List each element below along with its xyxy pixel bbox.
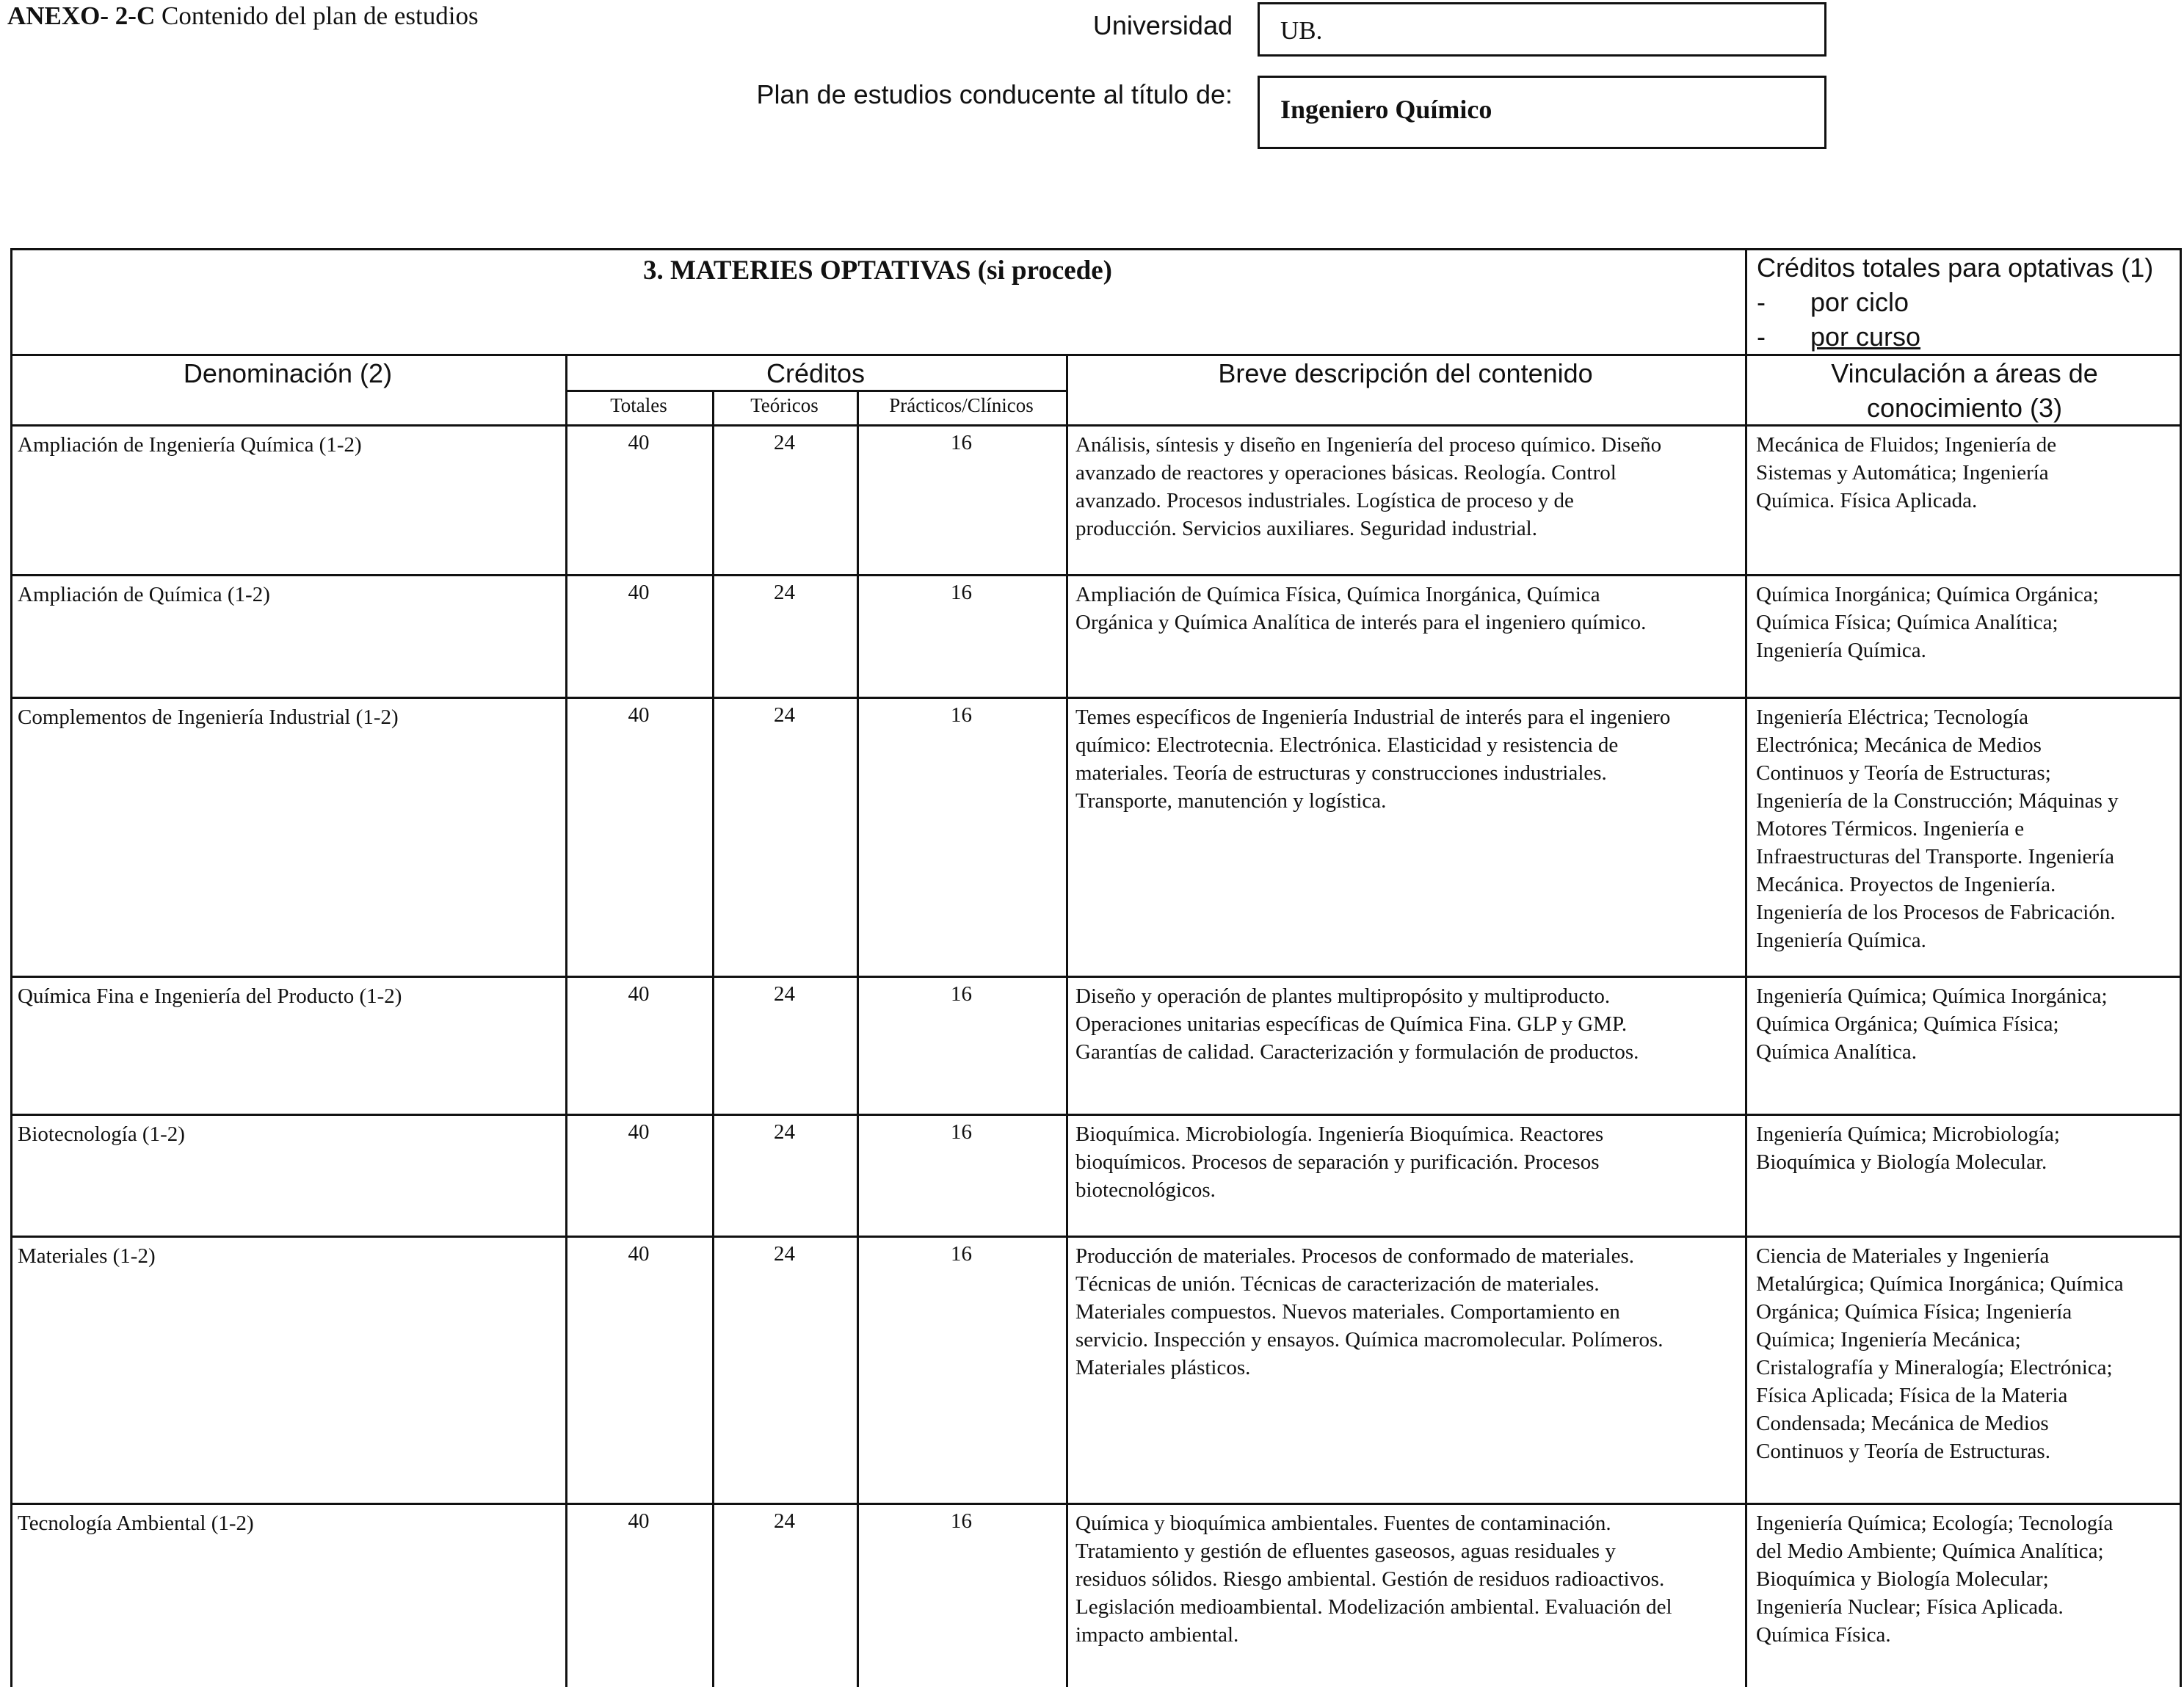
subject-name: Biotecnología (1-2) [18, 1122, 185, 1146]
divider [565, 390, 1066, 392]
divider [10, 424, 2182, 427]
divider [10, 574, 2182, 576]
credits-total: 40 [628, 1509, 650, 1533]
description-line: Bioquímica. Microbiología. Ingeniería Bioquímica. Reactores [1075, 1122, 1604, 1146]
dash-marker: - [1757, 322, 1766, 352]
description-line: materiales. Teoría de estructuras y construcciones industriales. [1075, 761, 1607, 785]
total-credits-label: Créditos totales para optativas (1) [1757, 253, 2154, 283]
area-line: Ingeniería Química; Ecología; Tecnología [1756, 1512, 2114, 1535]
col-header-descripcion: Breve descripción del contenido [1218, 358, 1593, 388]
area-line: Condensada; Mecánica de Medios [1756, 1412, 2049, 1435]
credits-theory: 24 [774, 982, 795, 1006]
credits-total: 40 [628, 982, 650, 1006]
area-line: Sistemas y Automática; Ingeniería [1756, 461, 2049, 485]
area-line: Ingeniería de la Construcción; Máquinas y [1756, 789, 2119, 813]
credits-theory: 24 [774, 1120, 795, 1144]
divider [10, 1114, 2182, 1116]
credits-theory: 24 [774, 581, 795, 604]
col-header-totales: Totales [610, 394, 667, 416]
area-line: Electrónica; Mecánica de Medios [1756, 733, 2042, 757]
area-line: Ingeniería Química. [1756, 639, 1926, 662]
description-line: Técnicas de unión. Técnicas de caracterización de materiales. [1075, 1272, 1600, 1296]
document-heading [7, 1, 479, 31]
area-line: Continuos y Teoría de Estructuras. [1756, 1440, 2050, 1463]
col-header-creditos: Créditos [766, 358, 866, 388]
subject-name: Complementos de Ingeniería Industrial (1-2) [18, 705, 399, 729]
description-line: impacto ambiental. [1075, 1623, 1239, 1647]
area-line: Química Física; Química Analítica; [1756, 611, 2058, 634]
description-line: Química y bioquímica ambientales. Fuentes de contaminación. [1075, 1512, 1611, 1535]
credits-theory: 24 [774, 431, 795, 454]
credits-practice: 16 [951, 431, 972, 454]
area-line: Química Analítica. [1756, 1040, 1918, 1064]
subject-name: Ampliación de Química (1-2) [18, 583, 270, 606]
description-line: Análisis, síntesis y diseño en Ingeniería del proceso químico. Diseño [1075, 433, 1662, 457]
credits-practice: 16 [951, 1509, 972, 1533]
subject-name: Ampliación de Ingeniería Química (1-2) [18, 433, 362, 457]
col-header-denominacion: Denominación (2) [183, 358, 393, 388]
credits-practice: 16 [951, 1120, 972, 1144]
area-line: Ciencia de Materiales y Ingeniería [1756, 1244, 2050, 1268]
area-line: Física Aplicada; Física de la Materia [1756, 1384, 2068, 1407]
area-line: Química Inorgánica; Química Orgánica; [1756, 583, 2099, 606]
credits-practice: 16 [951, 982, 972, 1006]
area-line: Mecánica de Fluidos; Ingeniería de [1756, 433, 2057, 457]
divider [10, 976, 2182, 978]
area-line: Ingeniería Química; Química Inorgánica; [1756, 984, 2108, 1008]
per-cycle-label: por ciclo [1810, 287, 1909, 317]
col-header-teoricos: Teóricos [750, 394, 819, 416]
credits-theory: 24 [774, 1242, 795, 1266]
divider [1066, 354, 1068, 1687]
area-line: Mecánica. Proyectos de Ingeniería. [1756, 873, 2056, 896]
description-line: avanzado. Procesos industriales. Logística de proceso y de [1075, 489, 1574, 512]
degree-field [1258, 76, 1826, 149]
col-header-vinculacion: Vinculación a áreas de [1831, 358, 2098, 388]
credits-total: 40 [628, 703, 650, 727]
area-line: Ingeniería Nuclear; Física Aplicada. [1756, 1595, 2064, 1619]
area-line: Ingeniería Química; Microbiología; [1756, 1122, 2060, 1146]
degree-value: Ingeniero Químico [1280, 95, 1492, 124]
credits-practice: 16 [951, 703, 972, 727]
area-line: Química. Física Aplicada. [1756, 489, 1978, 512]
description-line: producción. Servicios auxiliares. Seguridad industrial. [1075, 517, 1537, 540]
area-line: Bioquímica y Biología Molecular; [1756, 1567, 2049, 1591]
area-line: del Medio Ambiente; Química Analítica; [1756, 1539, 2104, 1563]
credits-total: 40 [628, 1120, 650, 1144]
area-line: Metalúrgica; Química Inorgánica; Química [1756, 1272, 2124, 1296]
university-label: Universidad [1092, 10, 1233, 40]
divider [10, 1236, 2182, 1238]
area-line: Química Física. [1756, 1623, 1891, 1647]
description-line: Ampliación de Química Física, Química Inorgánica, Química [1075, 583, 1600, 606]
area-line: Ingeniería Química. [1756, 929, 1926, 952]
credits-practice: 16 [951, 1242, 972, 1266]
col-header-vinculacion-line2: conocimiento (3) [1866, 393, 2063, 423]
description-line: Orgánica y Química Analítica de interés para el ingeniero químico. [1075, 611, 1647, 634]
divider [10, 354, 2182, 356]
area-line: Bioquímica y Biología Molecular. [1756, 1150, 2047, 1174]
col-header-practicos: Prácticos/Clínicos [889, 394, 1034, 416]
area-line: Ingeniería Eléctrica; Tecnología [1756, 705, 2029, 729]
area-line: Infraestructuras del Transporte. Ingeniería [1756, 845, 2115, 868]
description-line: Diseño y operación de plantes multipropósito y multiproducto. [1075, 984, 1611, 1008]
university-field [1258, 2, 1826, 57]
area-line: Ingeniería de los Procesos de Fabricación. [1756, 901, 2116, 924]
subject-name: Materiales (1-2) [18, 1244, 156, 1268]
description-line: Transporte, manutención y logística. [1075, 789, 1387, 813]
credits-total: 40 [628, 431, 650, 454]
divider [1745, 248, 1747, 1687]
description-line: Tratamiento y gestión de efluentes gaseosos, aguas residuales y [1075, 1539, 1616, 1563]
credits-total: 40 [628, 581, 650, 604]
credits-theory: 24 [774, 1509, 795, 1533]
description-line: avanzado de reactores y operaciones básicas. Reología. Control [1075, 461, 1617, 485]
description-line: Materiales compuestos. Nuevos materiales. Comportamiento en [1075, 1300, 1620, 1324]
divider [565, 354, 567, 1687]
area-line: Continuos y Teoría de Estructuras; [1756, 761, 2051, 785]
area-line: Química; Ingeniería Mecánica; [1756, 1328, 2021, 1352]
credits-practice: 16 [951, 581, 972, 604]
per-course-label: por curso [1810, 322, 1921, 352]
university-value: UB. [1280, 16, 1323, 45]
description-line: químico: Electrotecnia. Electrónica. Elasticidad y resistencia de [1075, 733, 1619, 757]
description-line: Producción de materiales. Procesos de conformado de materiales. [1075, 1244, 1634, 1268]
description-line: Garantías de calidad. Caracterización y formulación de productos. [1075, 1040, 1639, 1064]
description-line: Materiales plásticos. [1075, 1356, 1251, 1379]
dash-marker: - [1757, 287, 1766, 317]
area-line: Orgánica; Química Física; Ingeniería [1756, 1300, 2072, 1324]
description-line: biotecnológicos. [1075, 1178, 1216, 1202]
divider [10, 1503, 2182, 1505]
subject-name: Tecnología Ambiental (1-2) [18, 1512, 254, 1535]
description-line: bioquímicos. Procesos de separación y purificación. Procesos [1075, 1150, 1600, 1174]
annex-label: ANEXO- 2-C [7, 1, 156, 30]
description-line: servicio. Inspección y ensayos. Química macromolecular. Polímeros. [1075, 1328, 1664, 1352]
description-line: Temes específicos de Ingeniería Industrial de interés para el ingeniero [1075, 705, 1671, 729]
table-title: 3. MATERIES OPTATIVAS (si procede) [643, 255, 1112, 286]
subject-name: Química Fina e Ingeniería del Producto (1-2) [18, 984, 402, 1008]
description-line: Legislación medioambiental. Modelización ambiental. Evaluación del [1075, 1595, 1672, 1619]
description-line: residuos sólidos. Riesgo ambiental. Gestión de residuos radioactivos. [1075, 1567, 1665, 1591]
annex-description: Contenido del plan de estudios [155, 1, 479, 30]
area-line: Cristalografía y Mineralogía; Electrónica; [1756, 1356, 2113, 1379]
credits-theory: 24 [774, 703, 795, 727]
plan-label: Plan de estudios conducente al título de: [756, 79, 1233, 109]
description-line: Operaciones unitarias específicas de Química Fina. GLP y GMP. [1075, 1012, 1628, 1036]
area-line: Motores Térmicos. Ingeniería e [1756, 817, 2025, 841]
area-line: Química Orgánica; Química Física; [1756, 1012, 2059, 1036]
credits-total: 40 [628, 1242, 650, 1266]
divider [10, 697, 2182, 699]
